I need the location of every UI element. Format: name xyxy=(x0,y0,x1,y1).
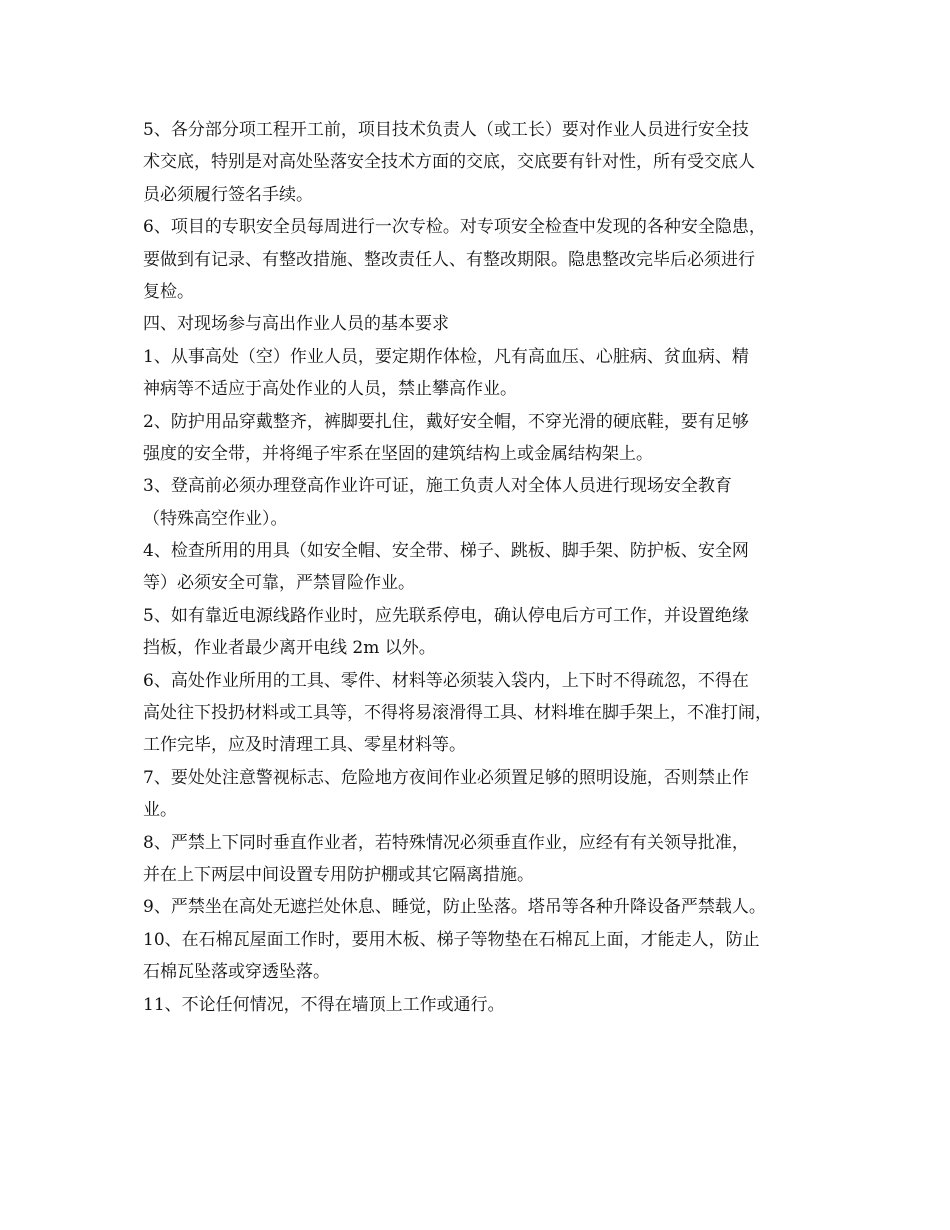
text-line: 挡板，作业者最少离开电线 2m 以外。 xyxy=(143,638,436,659)
text-line: 石棉瓦坠落或穿透坠落。 xyxy=(143,962,330,983)
text-line: 11、不论任何情况，不得在墙顶上工作或通行。 xyxy=(143,994,505,1015)
text-line: 强度的安全带，并将绳子牢系在坚固的建筑结构上或金属结构架上。 xyxy=(143,443,653,464)
text-line: 1、从事高处（空）作业人员，要定期作体检，凡有高血压、心脏病、贫血病、精 xyxy=(143,346,749,367)
text-line: 7、要处处注意警视标志、危险地方夜间作业必须置足够的照明设施，否则禁止作 xyxy=(143,767,749,788)
text-line: 神病等不适应于高处作业的人员，禁止攀高作业。 xyxy=(143,379,517,400)
document-body xyxy=(143,114,823,1021)
text-line: 工作完毕，应及时清理工具、零星材料等。 xyxy=(143,735,466,756)
text-line: 5、如有靠近电源线路作业时，应先联系停电，确认停电后方可工作，并设置绝缘 xyxy=(143,605,749,626)
text-line: 6、高处作业所用的工具、零件、材料等必须装入袋内，上下时不得疏忽，不得在 xyxy=(143,670,749,691)
text-line: 等）必须安全可靠，严禁冒险作业。 xyxy=(143,573,415,594)
text-line: 高处往下投扔材料或工具等，不得将易滚滑得工具、材料堆在脚手架上，不准打闹， xyxy=(143,703,772,724)
text-line: 员必须履行签名手续。 xyxy=(143,184,313,205)
text-line: 术交底，特别是对高处坠落安全技术方面的交底，交底要有针对性，所有受交底人 xyxy=(143,152,755,173)
text-line: 要做到有记录、有整改措施、整改责任人、有整改期限。隐患整改完毕后必须进行 xyxy=(143,249,755,270)
text-line: 9、严禁坐在高处无遮拦处休息、睡觉，防止坠落。塔吊等各种升降设备严禁载人。 xyxy=(143,897,766,918)
text-line: （特殊高空作业）。 xyxy=(143,508,288,529)
text-line: 6、项目的专职安全员每周进行一次专检。对专项安全检查中发现的各种安全隐患， xyxy=(143,217,766,238)
text-line: 2、防护用品穿戴整齐，裤脚要扎住，戴好安全帽，不穿光滑的硬底鞋，要有足够 xyxy=(143,411,749,432)
text-line: 10、在石棉瓦屋面工作时，要用木板、梯子等物垫在石棉瓦上面，才能走人，防止 xyxy=(143,929,760,950)
text-line: 业。 xyxy=(143,800,177,821)
text-line: 3、登高前必须办理登高作业许可证，施工负责人对全体人员进行现场安全教育 xyxy=(143,476,732,497)
text-line: 并在上下两层中间设置专用防护棚或其它隔离措施。 xyxy=(143,864,534,885)
section-heading: 四、对现场参与高出作业人员的基本要求 xyxy=(143,314,449,335)
text-line: 复检。 xyxy=(143,281,194,302)
text-line: 8、严禁上下同时垂直作业者，若特殊情况必须垂直作业，应经有有关领导批准， xyxy=(143,832,749,853)
text-line: 4、检查所用的用具（如安全帽、安全带、梯子、跳板、脚手架、防护板、安全网 xyxy=(143,541,749,562)
text-line: 5、各分部分项工程开工前，项目技术负责人（或工长）要对作业人员进行安全技 xyxy=(143,120,749,140)
